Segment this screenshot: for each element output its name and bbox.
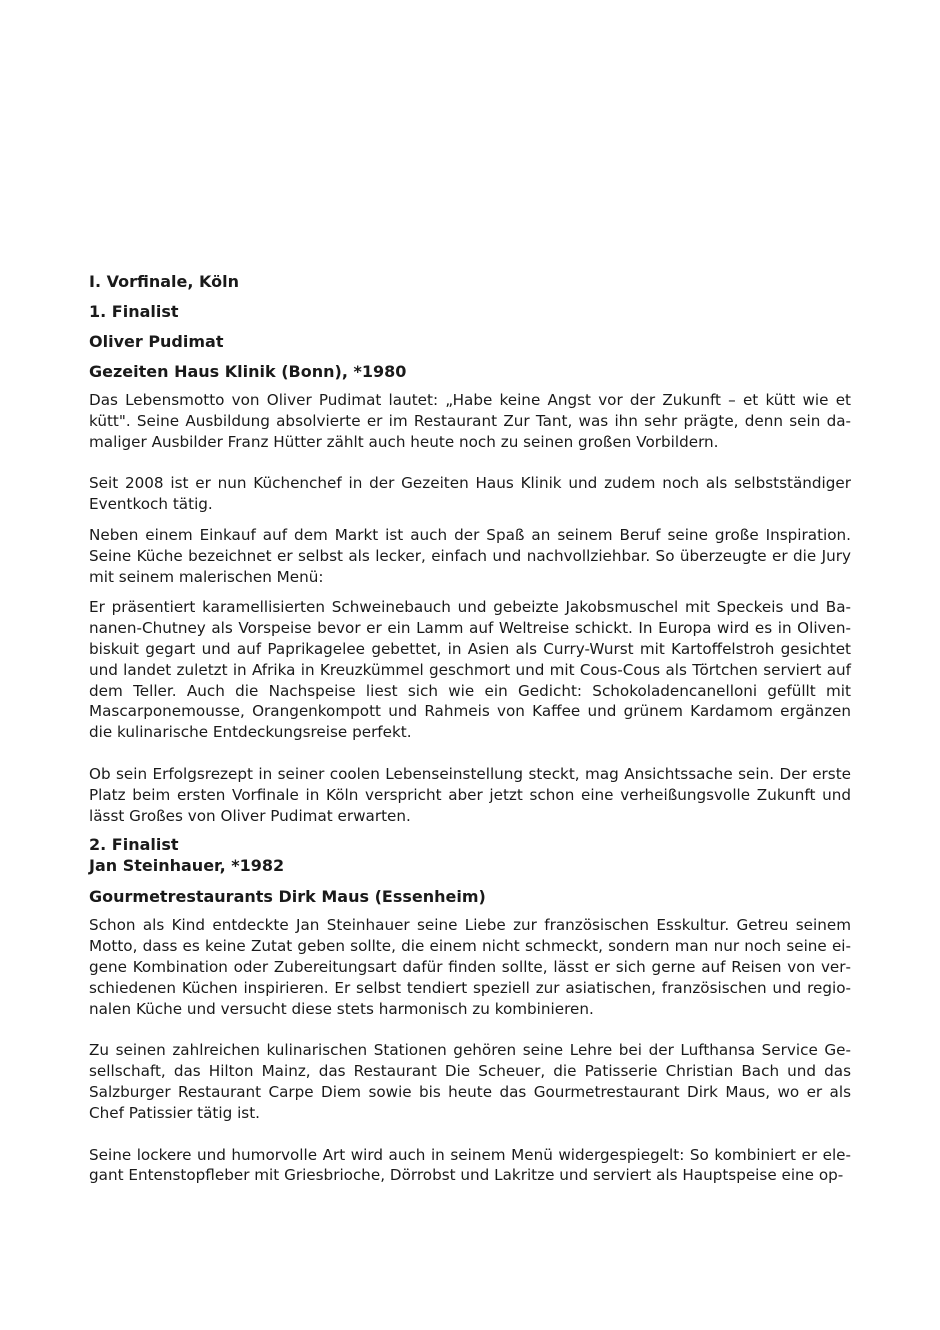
finalist-1-rank: 1. Finalist (89, 302, 179, 321)
finalist-1-paragraph-inspiration: Neben einem Einkauf auf dem Markt ist auch der Spaß an seinem Beruf seine große Inspiration. Seine Küche bezeichnet er selbst als lecker, einfach und nachvollziehbar. So überzeugte er die Jury mit seinem malerischen Menü: (89, 525, 851, 586)
document-page (89, 270, 851, 1186)
finalist-2-paragraph-childhood: Schon als Kind entdeckte Jan Steinhauer seine Liebe zur französischen Esskultur. Getreu seinem Motto, dass es keine Zutat geben sollte, die einem nicht schmeckt, sondern man nur noch seine eigene Kombination oder Zubereitungsart dafür finden sollte, lässt er sich gerne auf Reisen von verschiedenen Küchen inspirieren. Er selbst tendiert speziell zur asiatischen, französischen und regionalen Küche und versucht diese stets harmonisch zu kombinieren. (89, 916, 851, 1018)
finalist-2-name: Jan Steinhauer, *1982 (89, 856, 285, 876)
finalist-1-workplace: Gezeiten Haus Klinik (Bonn), *1980 (89, 362, 407, 381)
section-title: I. Vorfinale, Köln (89, 272, 240, 291)
finalist-1-paragraph-menu: Er präsentiert karamellisierten Schweinebauch und gebeizte Jakobsmuschel mit Speckeis und Bananen-Chutney als Vorspeise bevor er ein Lamm auf Weltreise schickt. In Europa wird es in Olivenbiskuit gegart und auf Paprikagelee gebettet, in Asien als Curry-Wurst mit Kartoffelstroh gesichtet und landet zuletzt in Afrika in Kreuzkümmel geschmort und mit Cous-Cous als Törtchen serviert auf dem Teller. Auch die Nachspeise liest sich wie ein Gedicht: Schokoladencanelloni gefüllt mit Mascarponemousse, Orangenkompott und Rahmeis von Kaffee und grünem Kardamom ergänzen die kulinarische Entdeckungsreise perfekt. (89, 598, 851, 742)
finalist-1-paragraph-outlook: Ob sein Erfolgsrezept in seiner coolen Lebenseinstellung steckt, mag Ansichtssache sein. Der erste Platz beim ersten Vorfinale in Köln verspricht aber jetzt schon eine verheißungsvolle Zukunft und lässt Großes von Oliver Pudimat erwarten. (89, 764, 851, 825)
finalist-1-name: Oliver Pudimat (89, 332, 224, 351)
finalist-1-paragraph-career: Seit 2008 ist er nun Küchenchef in der Gezeiten Haus Klinik und zudem noch als selbstständiger Eventkoch tätig. (89, 474, 851, 514)
finalist-2-paragraph-stations: Zu seinen zahlreichen kulinarischen Stationen gehören seine Lehre bei der Lufthansa Service Gesellschaft, das Hilton Mainz, das Restaurant Die Scheuer, die Patisserie Christian Bach und das Salzburger Restaurant Carpe Diem sowie bis heute das Gourmetrestaurant Dirk Maus, wo er als Chef Patissier tätig ist. (89, 1041, 851, 1122)
finalist-2-workplace: Gourmetrestaurants Dirk Maus (Essenheim) (89, 887, 486, 907)
finalist-2-rank: 2. Finalist (89, 835, 179, 855)
finalist-1-paragraph-motto: Das Lebensmotto von Oliver Pudimat lautet: „Habe keine Angst vor der Zukunft – et kütt wie et kütt". Seine Ausbildung absolvierte er im Restaurant Zur Tant, was ihn sehr prägte, denn sein damaliger Ausbilder Franz Hütter zählt auch heute noch zu seinen großen Vorbildern. (89, 391, 851, 451)
finalist-2-paragraph-menu: Seine lockere und humorvolle Art wird auch in seinem Menü widergespiegelt: So kombiniert er elegant Entenstopfleber mit Griesbrioche, Dörrobst und Lakritze und serviert als Hauptspeise eine op- (89, 1145, 851, 1185)
